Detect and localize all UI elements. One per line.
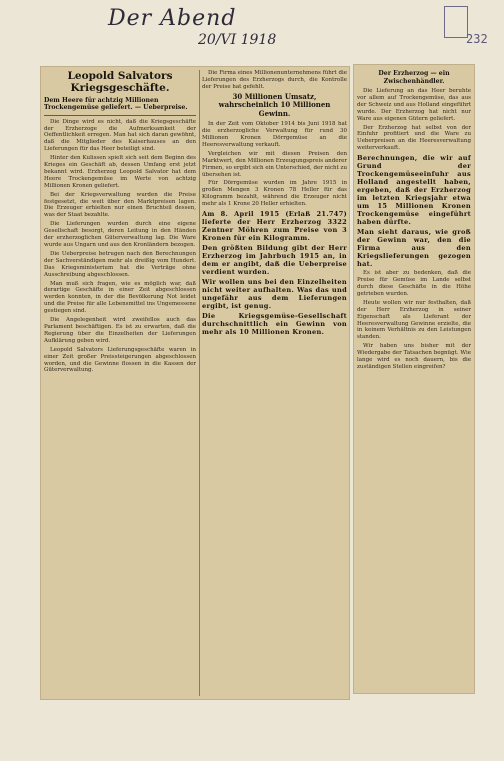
paragraph: Vergleichen wir mit diesen Preisen den Marktwert, den Millionen Erzeugungspreis anderer Firmen, so ergibt sich ein Unterschied, der nicht zu übersehen ist. <box>202 150 347 178</box>
paragraph: Es ist aber zu bedenken, daß die Preise für Gemüse im Lande selbst durch diese Geschäfte in die Höhe getrieben wurden. <box>357 270 471 297</box>
article-middle-column <box>202 70 347 696</box>
handwritten-newspaper-title: Der Abend <box>108 6 237 31</box>
paragraph: Hinter den Kulissen spielt sich seit dem Beginn des Krieges ein Geschäft ab, dessen Umfang erst jetzt bekannt wird. Erzherzog Leopold Salvator hat dem Heere Trockengemüse im Werte von achtzig Millionen Kronen geliefert. <box>44 155 196 189</box>
bold-paragraph: Die Kriegsgemüse-Gesellschaft durchschnittlich ein Gewinn von mehr als 10 Millionen Kronen. <box>202 312 347 337</box>
paragraph: Die Firma eines Millionenunternehmens führt die Lieferungen des Erzherzogs durch, die Kontrolle der Preise hat gefehlt. <box>202 70 347 90</box>
stamp-box <box>444 6 468 38</box>
paragraph: Die Lieferung an das Heer beruhte vor allem auf Trockengemüse, das aus der Schweiz und aus Holland eingeführt wurde. Der Erzherzog hat nicht nur Ware aus eigenen Gütern geliefert. <box>357 88 471 122</box>
paragraph: Leopold Salvators Lieferungsgeschäfte waren in einer Zeit großer Preissteigerungen abgeschlossen worden, und die Gewinne flossen in die Kassen der Güterverwaltung. <box>44 346 196 374</box>
paragraph: Die Angelegenheit wird zweifellos auch das Parlament beschäftigen. Es ist zu erwarten, daß die Regierung über die Einzelheiten der Lieferungen Aufklärung geben wird. <box>44 317 196 344</box>
section-heading: 30 Millionen Umsatz, wahrscheinlich 10 Millionen Gewinn. <box>218 91 331 118</box>
handwritten-date: 20/VI 1918 <box>198 32 277 48</box>
paragraph: Die Ueberpreise betrugen nach den Berechnungen der Sachverständigen mehr als dreißig vom Hundert. Das Kriegsministerium hat die Verträge ohne Ausschreibung abgeschlossen. <box>44 250 196 278</box>
paragraph: Der Erzherzog hat selbst von der Einfuhr profitiert und die Ware zu Ueberpreisen an die Heeresverwaltung weiterverkauft. <box>357 124 471 152</box>
archive-stamp <box>444 6 490 50</box>
paragraph: Heute wollen wir nur festhalten, daß der Herr Erzherzog in seiner Eigenschaft als Lieferant der Heeresverwaltung Gewinne erzielte, die in keinem Verhältnis zu den Leistungen standen. <box>357 299 471 341</box>
bold-paragraph: Den größten Bildung gibt der Herr Erzherzog im Jahrbuch 1915 an, in dem er angibt, daß die Ueberpreise verdient wurden. <box>202 244 347 277</box>
article-headline: Leopold Salvators Kriegsgeschäfte. <box>67 70 173 94</box>
article-subheadline: Dem Heere für achtzig Millionen Trockengemüse geliefert. — Ueberpreise. <box>44 97 188 112</box>
stamp-number: 232 <box>466 32 488 46</box>
paragraph: Die Dinge wird es nicht, daß die Kriegsgeschäfte der Erzherzoge die Aufmerksamkeit der Oeffentlichkeit erregen. Man hat sich daran gewöhnt, daß die Mitglieder des Kaiserhauses an den Lieferungen für das Heer beteiligt sind. <box>44 118 196 153</box>
bold-paragraph: Man sieht daraus, wie groß der Gewinn war, den die Firma aus den Kriegslieferungen gezogen hat. <box>357 228 471 269</box>
bold-paragraph: Berechnungen, die wir auf Grund der Trockengemüseeinfuhr aus Holland angestellt haben, ergeben, daß der Erzherzog im letzten Kriegsjahr etwa um 15 Millionen Kronen Trockengemüse eingeführt haben dürfte. <box>357 154 471 227</box>
column-divider <box>199 70 200 696</box>
section-heading: Der Erzherzog — ein Zwischenhändler. <box>378 70 450 85</box>
bold-paragraph: Am 8. April 1915 (Erlaß 21.747) lieferte der Herr Erzherzog 3322 Zentner Möhren zum Preise von 3 Kronen für ein Kilogramm. <box>202 210 347 243</box>
bold-paragraph: Wir wollen uns bei den Einzelheiten nicht weiter aufhalten. Was das und ungefähr aus dem Lieferungen ergibt, ist genug. <box>202 278 347 311</box>
article-left-column <box>44 70 196 696</box>
divider <box>44 115 196 116</box>
paragraph: Man muß sich fragen, wie es möglich war, daß derartige Geschäfte in einer Zeit abgeschlossen werden konnten, in der die Bevölkerung Not leidet und die Preise für alle Lebensmittel ins Ungemessene gestiegen sind. <box>44 280 196 315</box>
article-right-column <box>357 68 471 690</box>
paragraph: Die Lieferungen wurden durch eine eigene Gesellschaft besorgt, deren Leitung in den Händen der erzherzoglichen Güterverwaltung lag. Die Ware wurde aus Ungarn und aus den Kronländern bezogen. <box>44 221 196 248</box>
paragraph: In der Zeit vom Oktober 1914 bis Juni 1918 hat die erzherzogliche Verwaltung für rund 30 Millionen Kronen Dörrgemüse an die Heeresverwaltung verkauft. <box>202 121 347 148</box>
paragraph: Für Dörrgemüse wurden im Jahre 1915 in großen Mengen 3 Kronen 78 Heller für das Kilogramm bezahlt, während die Erzeuger nicht mehr als 1 Krone 20 Heller erhielten. <box>202 180 347 208</box>
paragraph: Bei der Kriegsverwaltung wurden die Preise festgesetzt, die weit über den Marktpreisen lagen. Die Erzeuger erhielten nur einen Bruchteil dessen, was der Staat bezahlte. <box>44 191 196 219</box>
paragraph: Wir haben uns bisher mit der Wiedergabe der Tatsachen begnügt. Wie lange wird es noch dauern, bis die zuständigen Stellen eingreifen? <box>357 343 471 370</box>
